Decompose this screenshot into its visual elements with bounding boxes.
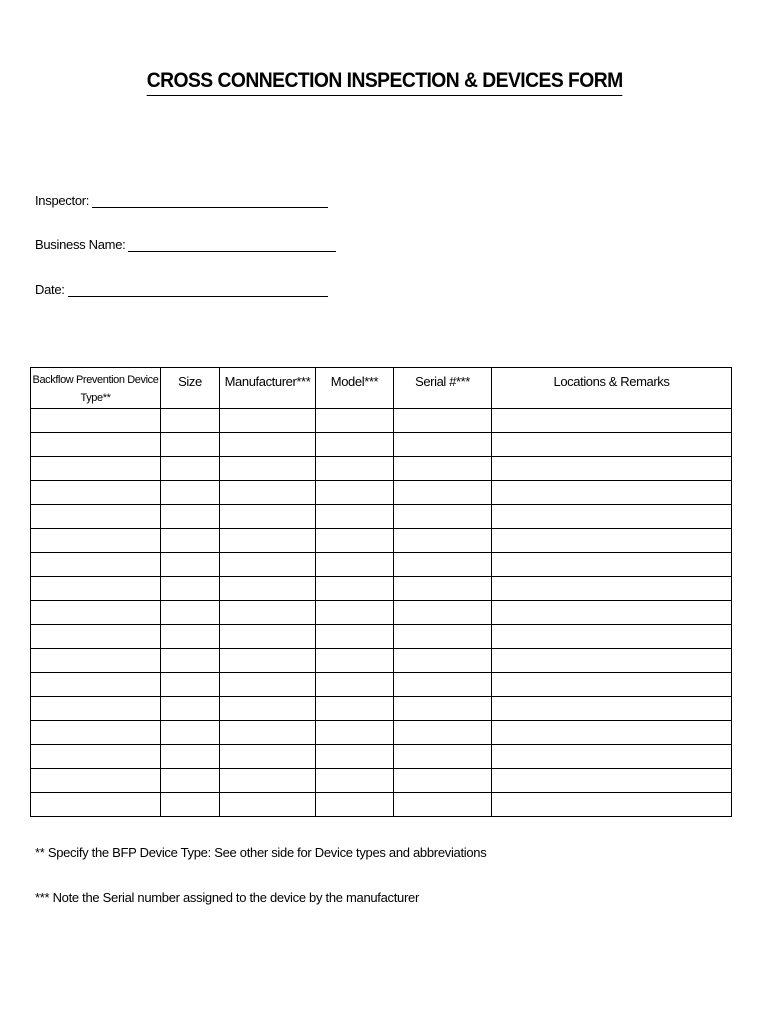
- cell-serial[interactable]: [394, 457, 492, 481]
- cell-manufacturer[interactable]: [220, 625, 316, 649]
- cell-model[interactable]: [316, 505, 394, 529]
- cell-device-type[interactable]: [31, 745, 161, 769]
- cell-manufacturer[interactable]: [220, 793, 316, 817]
- cell-serial[interactable]: [394, 793, 492, 817]
- table-row: [31, 409, 732, 433]
- cell-serial[interactable]: [394, 625, 492, 649]
- cell-serial[interactable]: [394, 769, 492, 793]
- cell-manufacturer[interactable]: [220, 721, 316, 745]
- cell-model[interactable]: [316, 697, 394, 721]
- cell-model[interactable]: [316, 577, 394, 601]
- cell-serial[interactable]: [394, 577, 492, 601]
- column-header-device-type: Backflow Prevention Device Type**: [31, 368, 161, 409]
- cell-locations-remarks[interactable]: [492, 481, 732, 505]
- cell-model[interactable]: [316, 793, 394, 817]
- cell-serial[interactable]: [394, 505, 492, 529]
- cell-serial[interactable]: [394, 673, 492, 697]
- cell-manufacturer[interactable]: [220, 697, 316, 721]
- date-label: Date:: [35, 282, 65, 297]
- cell-serial[interactable]: [394, 649, 492, 673]
- cell-manufacturer[interactable]: [220, 673, 316, 697]
- cell-manufacturer[interactable]: [220, 649, 316, 673]
- cell-device-type[interactable]: [31, 649, 161, 673]
- table-row: [31, 529, 732, 553]
- cell-locations-remarks[interactable]: [492, 769, 732, 793]
- cell-size[interactable]: [161, 505, 220, 529]
- cell-serial[interactable]: [394, 553, 492, 577]
- cell-locations-remarks[interactable]: [492, 577, 732, 601]
- cell-model[interactable]: [316, 601, 394, 625]
- cell-size[interactable]: [161, 625, 220, 649]
- cell-model[interactable]: [316, 625, 394, 649]
- cell-size[interactable]: [161, 745, 220, 769]
- form-title: CROSS CONNECTION INSPECTION & DEVICES FORM: [147, 68, 623, 96]
- column-header-locations-remarks: Locations & Remarks: [492, 368, 732, 409]
- cell-device-type[interactable]: [31, 625, 161, 649]
- cell-model[interactable]: [316, 649, 394, 673]
- table-row: [31, 481, 732, 505]
- date-field[interactable]: [35, 282, 328, 297]
- table-row: [31, 721, 732, 745]
- devices-table: [30, 367, 732, 817]
- cell-model[interactable]: [316, 769, 394, 793]
- cell-model[interactable]: [316, 433, 394, 457]
- cell-serial[interactable]: [394, 433, 492, 457]
- cell-size[interactable]: [161, 697, 220, 721]
- business-name-field[interactable]: [35, 237, 336, 252]
- cell-locations-remarks[interactable]: [492, 745, 732, 769]
- cell-size[interactable]: [161, 769, 220, 793]
- cell-size[interactable]: [161, 529, 220, 553]
- cell-serial[interactable]: [394, 409, 492, 433]
- cell-device-type[interactable]: [31, 457, 161, 481]
- cell-manufacturer[interactable]: [220, 529, 316, 553]
- date-input-line[interactable]: [68, 282, 328, 297]
- cell-locations-remarks[interactable]: [492, 721, 732, 745]
- table-row: [31, 625, 732, 649]
- cell-locations-remarks[interactable]: [492, 529, 732, 553]
- cell-locations-remarks[interactable]: [492, 649, 732, 673]
- cell-device-type[interactable]: [31, 529, 161, 553]
- business-name-input-line[interactable]: [128, 237, 336, 252]
- table-row: [31, 577, 732, 601]
- form-title-wrap: [0, 68, 770, 96]
- cell-size[interactable]: [161, 649, 220, 673]
- cell-device-type[interactable]: [31, 553, 161, 577]
- cell-manufacturer[interactable]: [220, 601, 316, 625]
- cell-device-type[interactable]: [31, 793, 161, 817]
- cell-locations-remarks[interactable]: [492, 505, 732, 529]
- cell-model[interactable]: [316, 673, 394, 697]
- table-row: [31, 649, 732, 673]
- table-header-row: [31, 368, 732, 409]
- cell-device-type[interactable]: [31, 673, 161, 697]
- cell-manufacturer[interactable]: [220, 409, 316, 433]
- cell-model[interactable]: [316, 553, 394, 577]
- cell-locations-remarks[interactable]: [492, 553, 732, 577]
- table-row: [31, 505, 732, 529]
- cell-device-type[interactable]: [31, 433, 161, 457]
- cell-locations-remarks[interactable]: [492, 457, 732, 481]
- inspector-input-line[interactable]: [92, 193, 328, 208]
- cell-manufacturer[interactable]: [220, 433, 316, 457]
- table-row: [31, 433, 732, 457]
- cell-device-type[interactable]: [31, 505, 161, 529]
- cell-serial[interactable]: [394, 481, 492, 505]
- business-name-label: Business Name:: [35, 237, 126, 252]
- table-row: [31, 601, 732, 625]
- cell-size[interactable]: [161, 481, 220, 505]
- cell-model[interactable]: [316, 481, 394, 505]
- column-header-size: Size: [161, 368, 220, 409]
- cell-model[interactable]: [316, 721, 394, 745]
- cell-size[interactable]: [161, 553, 220, 577]
- cell-locations-remarks[interactable]: [492, 673, 732, 697]
- table-row: [31, 673, 732, 697]
- table-row: [31, 553, 732, 577]
- table-row: [31, 457, 732, 481]
- cell-manufacturer[interactable]: [220, 481, 316, 505]
- cell-serial[interactable]: [394, 601, 492, 625]
- cell-locations-remarks[interactable]: [492, 697, 732, 721]
- cell-locations-remarks[interactable]: [492, 433, 732, 457]
- cell-locations-remarks[interactable]: [492, 793, 732, 817]
- footnote-device-type: ** Specify the BFP Device Type: See other side for Device types and abbreviations: [35, 845, 487, 860]
- cell-device-type[interactable]: [31, 697, 161, 721]
- cell-device-type[interactable]: [31, 769, 161, 793]
- table-row: [31, 697, 732, 721]
- cell-size[interactable]: [161, 673, 220, 697]
- cell-manufacturer[interactable]: [220, 505, 316, 529]
- cell-device-type[interactable]: [31, 577, 161, 601]
- cell-size[interactable]: [161, 457, 220, 481]
- column-header-serial: Serial #***: [394, 368, 492, 409]
- cell-size[interactable]: [161, 721, 220, 745]
- inspector-field[interactable]: [35, 193, 328, 208]
- cell-device-type[interactable]: [31, 481, 161, 505]
- inspector-label: Inspector:: [35, 193, 90, 208]
- cell-model[interactable]: [316, 529, 394, 553]
- cell-serial[interactable]: [394, 697, 492, 721]
- cell-manufacturer[interactable]: [220, 457, 316, 481]
- cell-locations-remarks[interactable]: [492, 409, 732, 433]
- cell-device-type[interactable]: [31, 601, 161, 625]
- table-row: [31, 793, 732, 817]
- cell-size[interactable]: [161, 409, 220, 433]
- cell-manufacturer[interactable]: [220, 553, 316, 577]
- cell-model[interactable]: [316, 409, 394, 433]
- table-body: [31, 409, 732, 817]
- cell-locations-remarks[interactable]: [492, 601, 732, 625]
- cell-device-type[interactable]: [31, 409, 161, 433]
- cell-model[interactable]: [316, 457, 394, 481]
- cell-serial[interactable]: [394, 745, 492, 769]
- cell-size[interactable]: [161, 577, 220, 601]
- footnote-serial: *** Note the Serial number assigned to the device by the manufacturer: [35, 890, 419, 905]
- cell-size[interactable]: [161, 601, 220, 625]
- table-row: [31, 769, 732, 793]
- table-row: [31, 745, 732, 769]
- cell-serial[interactable]: [394, 721, 492, 745]
- cell-serial[interactable]: [394, 529, 492, 553]
- cell-device-type[interactable]: [31, 721, 161, 745]
- cell-locations-remarks[interactable]: [492, 625, 732, 649]
- cell-manufacturer[interactable]: [220, 769, 316, 793]
- cell-manufacturer[interactable]: [220, 745, 316, 769]
- column-header-model: Model***: [316, 368, 394, 409]
- column-header-manufacturer: Manufacturer***: [220, 368, 316, 409]
- cell-size[interactable]: [161, 793, 220, 817]
- cell-manufacturer[interactable]: [220, 577, 316, 601]
- cell-model[interactable]: [316, 745, 394, 769]
- cell-size[interactable]: [161, 433, 220, 457]
